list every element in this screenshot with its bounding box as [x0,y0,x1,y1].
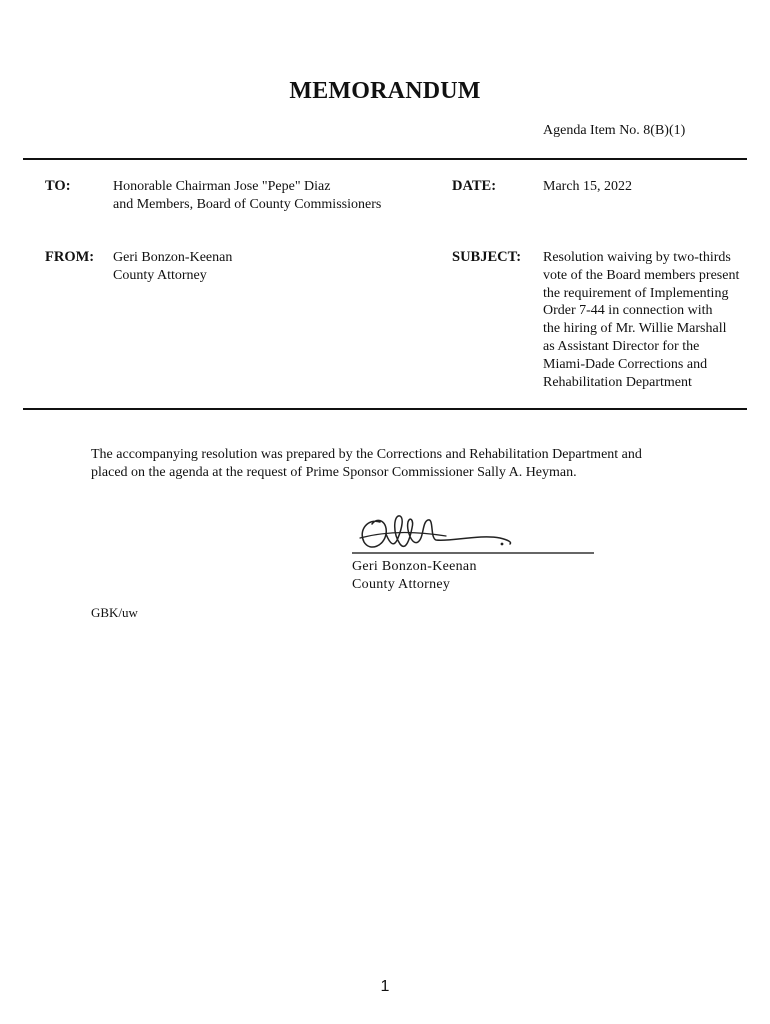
header-top-rule [23,158,747,160]
agenda-item-number: Agenda Item No. 8(B)(1) [543,123,686,138]
date-value: March 15, 2022 [543,179,633,194]
subject-line: Resolution waiving by two-thirds [543,250,731,265]
from-line: Geri Bonzon-Keenan [113,250,233,265]
page-number: 1 [380,978,390,995]
memo-body [91,446,711,482]
page-title: MEMORANDUM [289,78,481,104]
signatory-name: Geri Bonzon-Keenan [352,559,477,574]
header-bottom-rule [23,408,747,410]
to-line: and Members, Board of County Commissioners [113,196,382,212]
signature-block [352,558,477,594]
to-recipient [113,178,433,214]
subject-line: as Assistant Director for the [543,338,700,354]
subject-line: vote of the Board members present [543,267,740,283]
to-label: TO: [45,178,71,194]
from-label: FROM: [45,249,95,265]
signatory-title: County Attorney [352,577,451,592]
subject-line: Rehabilitation Department [543,374,692,390]
subject-line: Order 7-44 in connection with [543,303,713,319]
signature-image [350,508,600,560]
subject-line: the hiring of Mr. Willie Marshall [543,321,727,337]
subject-line: Miami-Dade Corrections and [543,356,708,372]
from-sender [113,249,433,285]
body-line: placed on the agenda at the request of Prime Sponsor Commissioner Sally A. Heyman. [91,465,577,480]
date-label: DATE: [452,178,497,194]
subject-label: SUBJECT: [452,249,522,265]
from-line: County Attorney [113,267,207,283]
typist-initials: GBK/uw [91,605,138,620]
subject-line: the requirement of Implementing [543,285,729,301]
subject-text [543,249,755,391]
body-line: The accompanying resolution was prepared by the Corrections and Rehabilitation Department and [91,447,642,462]
to-line: Honorable Chairman Jose "Pepe" Diaz [113,179,331,194]
